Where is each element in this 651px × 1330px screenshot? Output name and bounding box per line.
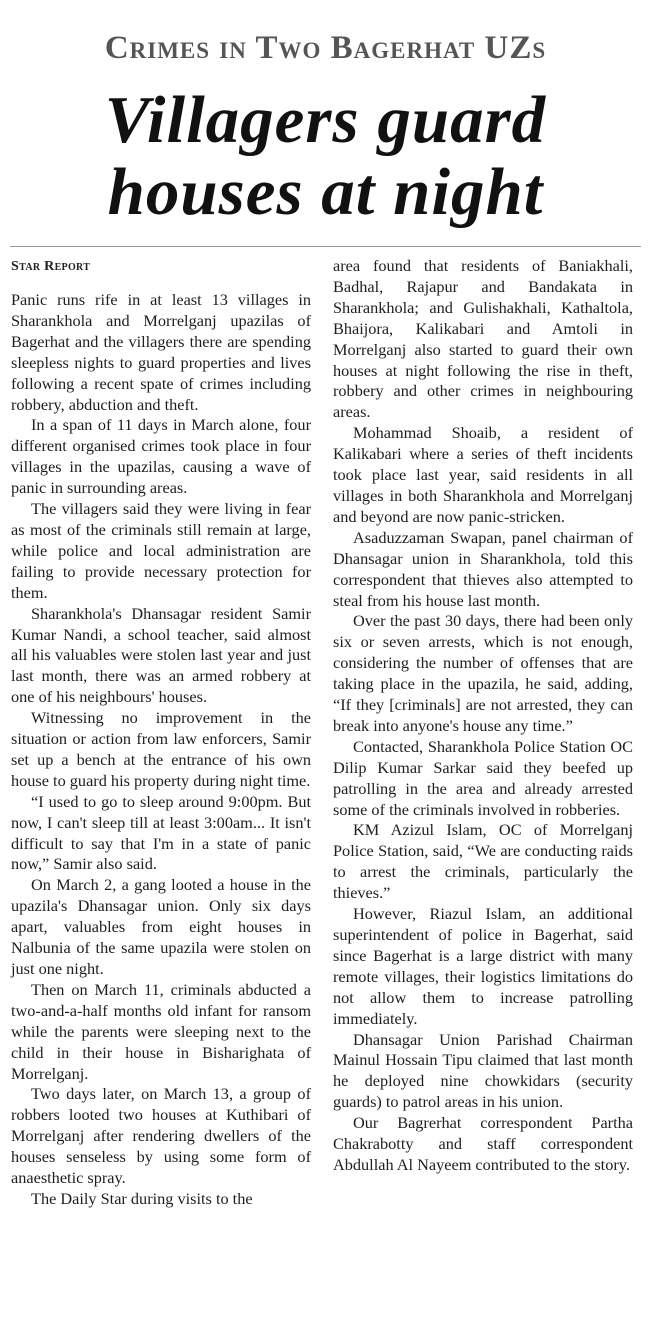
- paragraph: Dhansagar Union Parishad Chairman Mainul Hossain Tipu claimed that last month he deployed nine chowkidars (security guards) to patrol areas in his union.: [333, 1029, 633, 1112]
- paragraph: Witnessing no improvement in the situation or action from law enforcers, Samir set up a bench at the entrance of his own house to guard his property during night time.: [11, 708, 311, 790]
- paragraph: Two days later, on March 13, a group of robbers looted two houses at Kuthibari of Morrelganj after rendering dwellers of the houses senseless by using some form of anaesthetic spray.: [11, 1084, 311, 1188]
- paragraph: Contacted, Sharankhola Police Station OC Dilip Kumar Sarkar said they beefed up patrolling in the area and already arrested some of the criminals involved in robberies.: [333, 736, 633, 819]
- paragraph: In a span of 11 days in March alone, four different organised crimes took place in four villages in the upazilas, causing a wave of panic in surrounding areas.: [11, 415, 311, 498]
- byline: Star Report: [11, 259, 91, 274]
- paragraph: KM Azizul Islam, OC of Morrelganj Police Station, said, “We are conducting raids to arrest the criminals, particularly the thieves.”: [333, 820, 633, 903]
- headline-line-1: Villagers guard: [104, 83, 547, 157]
- kicker-headline: Crimes in Two Bagerhat UZs: [104, 30, 547, 66]
- paragraph: “I used to go to sleep around 9:00pm. But now, I can't sleep till at least 3:00am... It isn't difficult to say that I'm in a state of panic now,” Samir also said.: [11, 791, 311, 874]
- paragraph: On March 2, a gang looted a house in the upazila's Dhansagar union. Only six days apart, valuables from eight houses in Nalbunia of the same upazila were stolen on just one night.: [11, 875, 311, 978]
- paragraph: area found that residents of Baniakhali, Badhal, Rajapur and Bandakata in Sharankhola; and Gulishakhali, Kathaltola, Bhaijora, Kalikabari and Amtoli in Morrelganj also started to guard their own houses at night following the rise in theft, robbery and other crimes in neighbouring areas.: [333, 256, 633, 422]
- paragraph: Asaduzzaman Swapan, panel chairman of Dhansagar union in Sharankhola, told this correspondent that thieves also attempted to steal from his house last month.: [333, 527, 633, 610]
- paragraph: Our Bagrerhat correspondent Partha Chakrabotty and staff correspondent Abdullah Al Nayeem contributed to the story.: [333, 1113, 633, 1174]
- paragraph: However, Riazul Islam, an additional superintendent of police in Bagerhat, said since Bagerhat is a large district with many remote villages, their logistics limitations do not allow them to increase patrolling immediately.: [333, 904, 633, 1028]
- article-column-right: [333, 256, 633, 1176]
- paragraph: Sharankhola's Dhansagar resident Samir Kumar Nandi, a school teacher, said almost all his valuables were stolen last year and just last month, there was an armed robbery at one of his neighbours' houses.: [11, 603, 311, 707]
- headline-line-2: houses at night: [107, 155, 544, 229]
- paragraph: Over the past 30 days, there had been only six or seven arrests, which is not enough, considering the number of offenses that are taking place in the upazila, he said, adding, “If they [criminals] are not arrested, they can break into anyone's house any time.”: [333, 611, 633, 735]
- paragraph: Panic runs rife in at least 13 villages in Sharankhola and Morrelganj upazilas of Bagerhat and the villagers there are spending sleepless nights to guard properties and lives following a recent spate of crimes including robbery, abduction and theft.: [11, 290, 311, 414]
- paragraph: Then on March 11, criminals abducted a two-and-a-half months old infant for ransom while the parents were sleeping next to the child in their house in Bisharighata of Morrelganj.: [11, 979, 311, 1083]
- paragraph: Mohammad Shoaib, a resident of Kalikabari where a series of theft incidents took place last year, said residents in all villages in both Sharankhola and Morrelganj and beyond are now panic-stricken.: [333, 423, 633, 526]
- headline-divider: [10, 246, 641, 247]
- article-column-left: [11, 258, 311, 1210]
- paragraph: The villagers said they were living in fear as most of the criminals still remain at large, while police and local administration are failing to provide necessary protection for them.: [11, 499, 311, 602]
- paragraph: The Daily Star during visits to the: [31, 1188, 253, 1208]
- main-headline: [0, 84, 651, 228]
